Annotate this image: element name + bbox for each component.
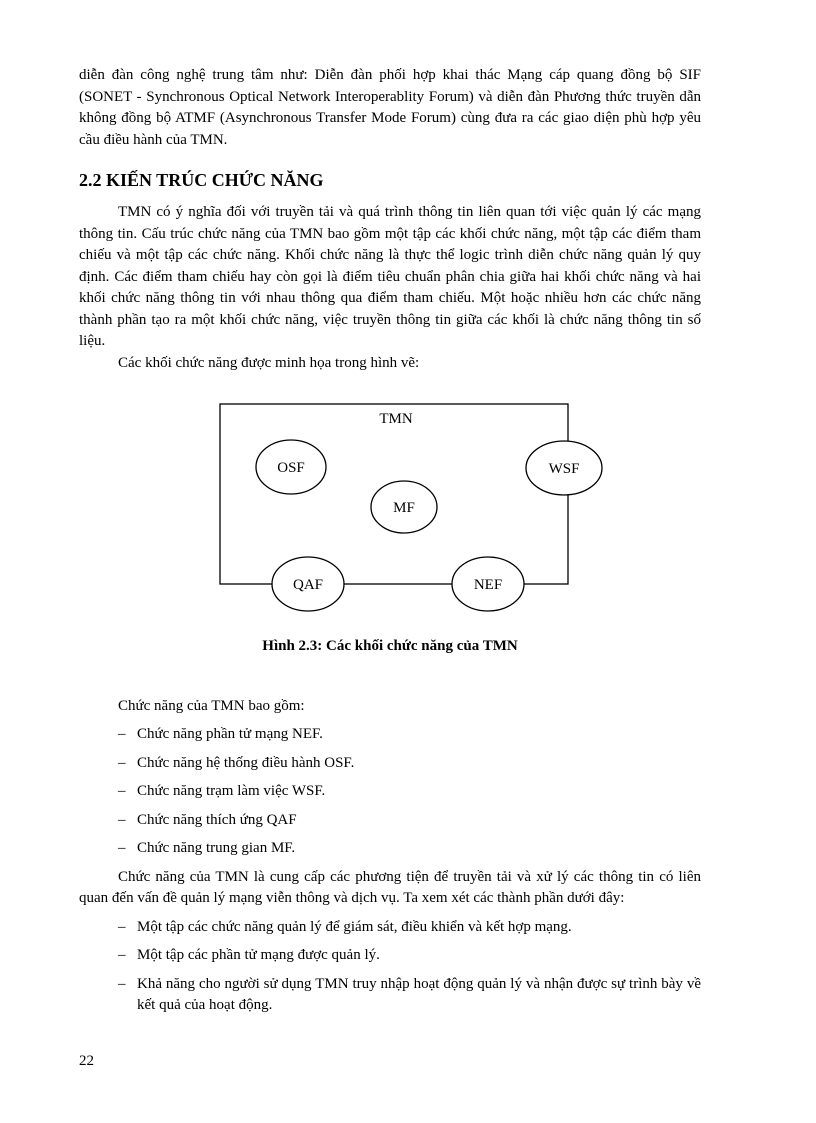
wsf-block [526, 441, 602, 495]
page-number: 22 [79, 1053, 94, 1069]
list-item: – Chức năng thích ứng QAF [79, 810, 701, 832]
list-item: – Chức năng trung gian MF. [79, 838, 701, 860]
list-item: – Chức năng phần tử mạng NEF. [79, 724, 701, 746]
section-paragraph: TMN có ý nghĩa đối với truyền tải và quá trình thông tin liên quan tới việc quản lý các mạng thông tin. Cấu trúc chức năng của TMN bao gồm một tập các khối chức năng, một tập các điểm tham chiếu và một tập các chức năng. Khối chức năng là thực thể logic trình diễn chức năng quản lý quy định. Các điểm tham chiếu hay còn gọi là điểm tiêu chuẩn phân chia giữa hai khối chức năng và hai khối chức năng thông tin với nhau thông qua điểm tham chiếu. Một hoặc nhiều hơn các chức năng thành phần tạo ra một khối chức năng, việc truyền thông tin giữa các khối là chức năng thông tin số liệu. [79, 204, 701, 349]
intro-paragraph: diễn đàn công nghệ trung tâm như: Diễn đàn phối hợp khai thác Mạng cáp quang đồng bộ SIF (SONET - Synchronous Optical Network Interoperablity Forum) và diễn đàn Phương thức truyền dẫn không đồng bộ ATMF (Asynchronous Transfer Mode Forum) cùng đưa ra các giao diện phù hợp yêu cầu điều hành của TMN. [79, 67, 701, 148]
components-list [79, 917, 701, 1017]
diagram-intro: Các khối chức năng được minh họa trong hình vẽ: [118, 354, 420, 371]
functions-list [79, 724, 701, 860]
list-item: – Chức năng hệ thống điều hành OSF. [79, 753, 701, 775]
list-item: – Chức năng trạm làm việc WSF. [79, 781, 701, 803]
dash-marker: – [118, 975, 126, 992]
osf-label: OSF [277, 460, 305, 476]
osf-block [256, 440, 326, 494]
mf-label: MF [393, 500, 415, 516]
qaf-label: QAF [292, 577, 324, 593]
tmn-diagram [79, 394, 701, 619]
dash-marker: – [118, 726, 126, 742]
dash-marker: – [118, 783, 126, 799]
tmn-frame-label: TMN [379, 411, 413, 427]
nef-block [452, 557, 524, 611]
qaf-block [272, 557, 344, 611]
dash-marker: – [118, 840, 126, 856]
nef-label: NEF [473, 577, 503, 593]
section-heading: 2.2 KIẾN TRÚC CHỨC NĂNG [79, 170, 324, 190]
list-item: – Một tập các chức năng quản lý để giám sát, điều khiển và kết hợp mạng. [79, 917, 701, 939]
dash-marker: – [118, 918, 126, 935]
purpose-paragraph: Chức năng của TMN là cung cấp các phương tiện để truyền tải và xử lý các thông tin có liên quan đến vấn đề quản lý mạng viễn thông và dịch vụ. Ta xem xét các thành phần dưới đây: [79, 868, 701, 906]
dash-marker: – [118, 811, 126, 828]
list-item: – Một tập các phần tử mạng được quản lý. [79, 945, 701, 967]
dash-marker: – [118, 754, 126, 771]
dash-marker: – [118, 947, 126, 963]
wsf-label: WSF [548, 461, 580, 477]
functions-intro: Chức năng của TMN bao gồm: [118, 697, 305, 714]
document-page [79, 65, 701, 1017]
figure-caption: Hình 2.3: Các khối chức năng của TMN [262, 638, 518, 654]
list-item: – Khả năng cho người sử dụng TMN truy nhập hoạt động quản lý và nhận được sự trình bày về kết quả của hoạt động. [118, 975, 701, 1013]
mf-block [371, 481, 437, 533]
